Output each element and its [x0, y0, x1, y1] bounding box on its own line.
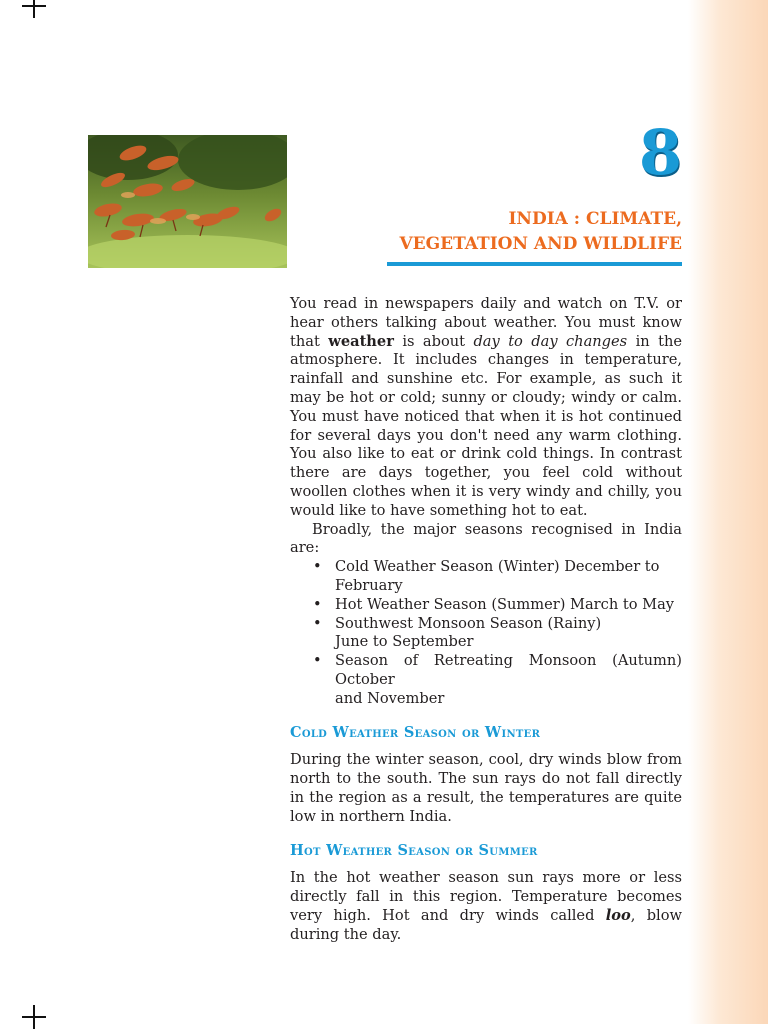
season-line: Southwest Monsoon Season (Rainy)	[335, 614, 602, 632]
summer-paragraph	[290, 869, 682, 944]
season-item	[313, 652, 682, 708]
season-line: Season of Retreating Monsoon (Autumn) October	[335, 652, 682, 688]
season-line: and November	[335, 689, 445, 707]
chapter-title	[362, 207, 682, 257]
intro-text: is about	[393, 332, 474, 350]
season-item	[313, 614, 682, 653]
intro-paragraph	[290, 295, 682, 521]
season-line: February	[335, 576, 403, 594]
season-item	[313, 595, 682, 615]
summer-text: In the hot weather season sun rays more or less directly fall in this region. Temperature becomes very high. Hot and dry winds called	[290, 869, 682, 924]
bullet-icon: •	[313, 595, 322, 613]
season-line: Hot Weather Season (Summer) March to May	[335, 595, 675, 613]
title-underline	[387, 262, 682, 266]
seasons-list	[290, 558, 682, 708]
crop-mark-icon	[22, 0, 46, 18]
summer-heading: Hot Weather Season or Summer	[290, 841, 538, 859]
winter-paragraph: During the winter season, cool, dry winds blow from north to the south. The sun rays do not fall directly in the region as a result, the temperatures are quite low in northern India.	[290, 751, 682, 825]
winter-heading: Cold Weather Season or Winter	[290, 723, 541, 741]
bullet-icon: •	[313, 652, 322, 670]
bullet-icon: •	[313, 614, 322, 632]
bullet-icon: •	[313, 558, 322, 576]
deer-herd-illustration	[88, 135, 287, 268]
season-line: June to September	[335, 633, 474, 651]
chapter-title-line-1: INDIA : CLIMATE,	[508, 209, 682, 229]
intro-text: in the atmosphere. It includes changes in temperature, rainfall and sunshine etc. For example, as such it may be hot or cold; sunny or cloudy; windy or calm. You must have noticed that when it is hot continued for several days you don't need any warm clothing. You also like to eat or drink cold things. In contrast there are days together, you feel cold without woollen clothes when it is very windy and chilly, you would like to have something hot to eat.	[290, 332, 682, 519]
season-item	[313, 558, 682, 596]
weather-term: weather	[328, 332, 394, 350]
deer-herd-photo	[88, 135, 287, 268]
intro-text: You read in newspapers daily and watch on T.V. or hear others talking about weather. You must know that	[290, 295, 682, 350]
day-to-day-term: day to day changes	[473, 332, 628, 350]
chapter-title-line-2: VEGETATION AND WILDLIFE	[399, 234, 682, 254]
page-edge-band	[688, 0, 768, 1024]
crop-mark-icon	[22, 1005, 46, 1029]
season-line: Cold Weather Season (Winter) December to	[335, 558, 660, 576]
seasons-intro: Broadly, the major seasons recognised in India are:	[290, 520, 682, 557]
loo-term: loo	[605, 906, 631, 924]
summer-text: , blow during the day.	[290, 906, 682, 943]
chapter-body	[290, 295, 682, 945]
chapter-number: 8	[638, 116, 682, 189]
